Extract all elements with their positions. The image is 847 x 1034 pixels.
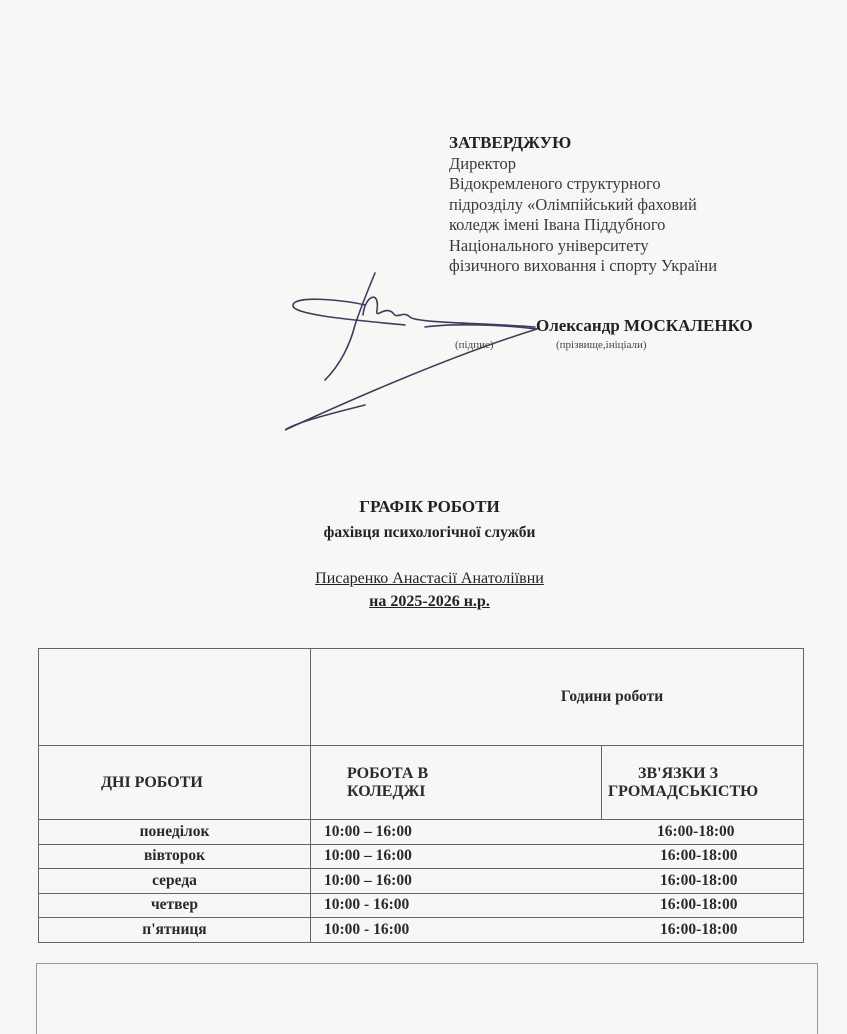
public-header-line: ГРОМАДСЬКІСТЮ xyxy=(608,782,759,800)
day-cell: четвер xyxy=(39,893,311,918)
public-hours: 16:00-18:00 xyxy=(660,920,738,938)
public-header xyxy=(602,746,804,820)
document-subtitle: фахівця психологічної служби xyxy=(323,524,536,541)
college-header-line: РОБОТА В xyxy=(347,764,429,782)
college-hours: 10:00 – 16:00 xyxy=(324,871,412,889)
public-hours: 16:00-18:00 xyxy=(660,896,738,914)
empty-header-cell xyxy=(39,649,311,746)
table-row xyxy=(39,869,804,894)
approval-block xyxy=(449,133,717,277)
academic-year: на 2025-2026 н.р. xyxy=(369,593,490,610)
days-header-label: ДНІ РОБОТИ xyxy=(101,773,203,791)
approval-line: Директор xyxy=(449,153,516,173)
hours-cell xyxy=(311,918,804,943)
hours-cell xyxy=(311,893,804,918)
signature-caption: (підпис) xyxy=(455,339,494,351)
working-hours-header: Години роботи xyxy=(311,649,804,746)
approval-line: підрозділу «Олімпійський фаховий xyxy=(449,194,697,214)
document-title: ГРАФІК РОБОТИ xyxy=(359,497,500,516)
day-cell: вівторок xyxy=(39,844,311,869)
day-cell: середа xyxy=(39,869,311,894)
public-hours: 16:00-18:00 xyxy=(660,871,738,889)
public-hours: 16:00-18:00 xyxy=(660,847,738,865)
day-cell: понеділок xyxy=(39,820,311,845)
name-caption: (прізвище,ініціали) xyxy=(556,339,647,351)
college-hours: 10:00 - 16:00 xyxy=(324,920,410,938)
table-row xyxy=(39,893,804,918)
hours-cell xyxy=(311,820,804,845)
college-hours: 10:00 – 16:00 xyxy=(324,847,412,865)
approval-line: Національного університету xyxy=(449,235,649,255)
public-header-line: ЗВ'ЯЗКИ З xyxy=(638,764,719,782)
table-row xyxy=(39,918,804,943)
college-hours: 10:00 – 16:00 xyxy=(324,822,412,840)
approval-line: Відокремленого структурного xyxy=(449,174,661,193)
college-hours: 10:00 - 16:00 xyxy=(324,896,410,914)
hours-cell xyxy=(311,844,804,869)
table-row xyxy=(39,820,804,845)
hours-cell xyxy=(311,869,804,894)
public-hours: 16:00-18:00 xyxy=(657,822,735,840)
college-header xyxy=(311,746,602,820)
empty-box xyxy=(36,963,818,1034)
schedule-table xyxy=(38,648,804,943)
handwritten-signature xyxy=(285,265,545,435)
college-header-line: КОЛЕДЖІ xyxy=(347,782,426,800)
signer-name: Олександр МОСКАЛЕНКО xyxy=(536,316,753,335)
approval-heading: ЗАТВЕРДЖУЮ xyxy=(449,133,572,152)
table-row xyxy=(39,844,804,869)
day-cell: п'ятниця xyxy=(39,918,311,943)
employee-name: Писаренко Анастасії Анатоліївни xyxy=(315,570,544,587)
days-header xyxy=(39,746,311,820)
approval-line: коледж імені Івана Піддубного xyxy=(449,215,666,234)
approval-line: фізичного виховання і спорту України xyxy=(449,256,718,275)
